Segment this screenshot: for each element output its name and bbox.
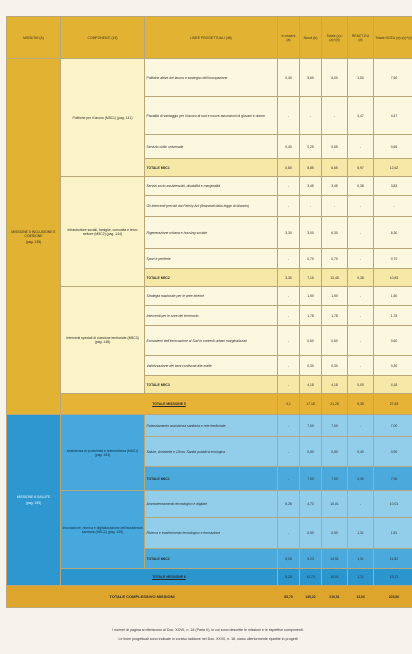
line-cell: Strategia nazionale per le aree interne <box>145 287 278 306</box>
subtotal-label: TOTALE M5C2 <box>145 269 278 287</box>
value-cell: 5,60 <box>300 59 322 97</box>
value-cell: - <box>278 356 300 376</box>
missione-5-cell <box>7 59 61 415</box>
missione-5-label: MISSIONE 5 INCLUSIONE E COESIONE <box>11 229 56 238</box>
subtotal-value: 10,51 <box>322 549 348 569</box>
value-cell: 6,30 <box>322 217 348 249</box>
mission-total-value: 5,28 <box>278 569 300 586</box>
value-cell: 1,50 <box>300 287 322 306</box>
line-cell: Ammodernamento tecnologico e digitale <box>145 491 278 518</box>
table-row <box>7 177 412 196</box>
value-cell: - <box>278 326 300 356</box>
subtotal-value: 4,18 <box>374 376 412 394</box>
subtotal-value: 4,18 <box>300 376 322 394</box>
value-cell: - <box>348 196 374 217</box>
value-cell: 1,78 <box>374 306 412 326</box>
m5c2-cell: Infrastrutture sociali, famiglie, comunità e terzo settore (M5C2) (pag. 144) <box>61 177 145 287</box>
table-row <box>7 415 412 437</box>
value-cell: 0,60 <box>300 326 322 356</box>
line-cell: Servizi socio assistenziali, disabilità e marginalità <box>145 177 278 196</box>
table-row <box>7 491 412 518</box>
value-cell: 4,73 <box>300 491 322 518</box>
missione-6-page: (pag. 150) <box>25 501 42 505</box>
line-cell: Politiche attive del lavoro e sostegno dell'occupazione <box>145 59 278 97</box>
mission-total-value: 6,35 <box>348 394 374 415</box>
value-cell: 0,30 <box>322 356 348 376</box>
value-cell: 7,00 <box>322 415 348 437</box>
value-cell: 3,00 <box>300 217 322 249</box>
value-cell: 0,65 <box>322 135 348 159</box>
value-cell: - <box>278 249 300 269</box>
value-cell: - <box>348 135 374 159</box>
table-row <box>7 287 412 306</box>
value-cell: 0,50 <box>300 518 322 549</box>
mission-total-value: 17,18 <box>300 394 322 415</box>
value-cell: 5,28 <box>278 491 300 518</box>
value-cell: 0,60 <box>374 326 412 356</box>
mission-total-label: TOTALE MISSIONE 6 <box>61 569 278 586</box>
header-in-essere: In essere (a) <box>278 17 300 59</box>
value-cell: - <box>278 437 300 467</box>
value-cell: 3,83 <box>374 177 412 196</box>
value-cell: 0,50 <box>300 437 322 467</box>
value-cell: - <box>348 287 374 306</box>
subtotal-label: TOTALE M6C2 <box>145 549 278 569</box>
line-cell: Ecosistemi dell'innovazione al Sud in contesti urbani marginalizzati <box>145 326 278 356</box>
table-header-row <box>7 17 412 59</box>
value-cell: - <box>278 518 300 549</box>
value-cell: 3,45 <box>322 177 348 196</box>
value-cell: - <box>278 287 300 306</box>
subtotal-value: 7,15 <box>300 269 322 287</box>
value-cell: - <box>322 196 348 217</box>
value-cell: 0,65 <box>374 135 412 159</box>
mission-total-row <box>7 394 412 415</box>
value-cell: - <box>348 326 374 356</box>
value-cell: 6,30 <box>374 217 412 249</box>
mission-total-value: 21,28 <box>322 394 348 415</box>
header-nuovi: Nuovi (b) <box>300 17 322 59</box>
value-cell: 0,30 <box>374 356 412 376</box>
value-cell: 10,01 <box>374 491 412 518</box>
subtotal-value: 4,18 <box>322 376 348 394</box>
value-cell: 1,50 <box>348 59 374 97</box>
budget-table <box>6 16 412 608</box>
subtotal-value: 7,50 <box>300 467 322 491</box>
value-cell: 1,50 <box>322 287 348 306</box>
header-totale-ngeu: Totale NGEU (e)=(c)+(d) <box>374 17 412 59</box>
value-cell: 0,40 <box>348 437 374 467</box>
value-cell: 1,31 <box>348 518 374 549</box>
subtotal-value: 3,30 <box>278 269 300 287</box>
footnote-2: Le linee progettuali sono indicate in corsivo laddove nel Doc. XXVII, n. 18, siano ulteriormente ripartite in progetti <box>118 637 298 641</box>
value-cell: - <box>348 491 374 518</box>
line-cell: Interventi per le aree del terremoto <box>145 306 278 326</box>
subtotal-value: - <box>278 467 300 491</box>
value-cell: 1,78 <box>322 306 348 326</box>
subtotal-value: 5,28 <box>278 549 300 569</box>
value-cell: - <box>278 97 300 135</box>
value-cell: 0,40 <box>278 59 300 97</box>
value-cell: - <box>300 97 322 135</box>
value-cell: 6,00 <box>322 59 348 97</box>
value-cell: - <box>374 196 412 217</box>
subtotal-value: 5,97 <box>348 159 374 177</box>
mission-total-value: 18,01 <box>322 569 348 586</box>
value-cell: 0,25 <box>300 135 322 159</box>
grand-total-value: 13,00 <box>348 586 374 608</box>
value-cell: 1,50 <box>374 287 412 306</box>
subtotal-value: 10,83 <box>374 269 412 287</box>
value-cell: 4,47 <box>374 97 412 135</box>
subtotal-label: TOTALE M6C1 <box>145 467 278 491</box>
header-react: REACT-EU (d) <box>348 17 374 59</box>
header-totale: Totale (c)=(a)+(b) <box>322 17 348 59</box>
grand-total-value: 65,70 <box>278 586 300 608</box>
missione-6-cell <box>7 415 61 586</box>
value-cell: 7,50 <box>374 59 412 97</box>
subtotal-value: 10,45 <box>322 269 348 287</box>
subtotal-value: 5,85 <box>300 159 322 177</box>
subtotal-value: 5,23 <box>300 549 322 569</box>
grand-total-label: TOTALE COMPLESSIVO MISSIONI <box>7 586 278 608</box>
header-componenti: COMPONENTI (15) <box>61 17 145 59</box>
grand-total-value: 145,22 <box>300 586 322 608</box>
value-cell: 1,78 <box>300 306 322 326</box>
grand-total-value: 223,90 <box>374 586 412 608</box>
subtotal-value: 11,82 <box>374 549 412 569</box>
subtotal-value: 7,50 <box>322 467 348 491</box>
subtotal-label: TOTALE M5C1 <box>145 159 278 177</box>
value-cell: - <box>300 196 322 217</box>
value-cell: 0,50 <box>322 518 348 549</box>
header-linee: LINEE PROGETTUALI (48) <box>145 17 278 59</box>
line-cell: Servizio civile universale <box>145 135 278 159</box>
value-cell: - <box>348 217 374 249</box>
footnote-1: I numeri di pagina si riferiscono al Doc. XXVII, n. 18 (Parte II), in cui sono descritte le missioni e le rispettive componenti. <box>112 628 304 632</box>
subtotal-value: 0,80 <box>278 159 300 177</box>
subtotal-label: TOTALE M5C3 <box>145 376 278 394</box>
subtotal-value: 0,40 <box>348 467 374 491</box>
m5c3-cell: Interventi speciali di coesione territoriale (M5C3) (pag. 148) <box>61 287 145 394</box>
value-cell: - <box>348 306 374 326</box>
missione-6-label: MISSIONE 6 SALUTE <box>16 495 51 499</box>
value-cell: 0,70 <box>374 249 412 269</box>
value-cell: 0,50 <box>322 437 348 467</box>
m6c2-cell: Innovazione, ricerca e digitalizzazione dell'assistenza sanitaria (M6C2) (pag. 159) <box>61 491 145 569</box>
value-cell: 3,45 <box>300 177 322 196</box>
value-cell: 4,47 <box>348 97 374 135</box>
value-cell: - <box>348 415 374 437</box>
value-cell: - <box>322 97 348 135</box>
value-cell: 0,90 <box>374 437 412 467</box>
value-cell: 0,60 <box>322 326 348 356</box>
value-cell: 1,81 <box>374 518 412 549</box>
subtotal-value: 0,00 <box>348 376 374 394</box>
value-cell: - <box>278 196 300 217</box>
line-cell: Fiscalità di vantaggio per il lavoro al sud e nuove assunzioni di giovani e donne <box>145 97 278 135</box>
mission-total-label: TOTALE MISSIONE 5 <box>61 394 278 415</box>
value-cell: 0,70 <box>322 249 348 269</box>
line-cell: Gli interventi previsti dal Family Act (finanziati dalla legge di bilancio) <box>145 196 278 217</box>
mission-total-value: 19,72 <box>374 569 412 586</box>
table-row <box>7 59 412 97</box>
value-cell: 0,38 <box>348 177 374 196</box>
value-cell: 0,70 <box>300 249 322 269</box>
value-cell: 0,30 <box>300 356 322 376</box>
mission-total-value: 27,63 <box>374 394 412 415</box>
line-cell: Potenziamento assistenza sanitaria e rete territoriale <box>145 415 278 437</box>
line-cell: Valorizzazione dei beni confiscati alle mafie <box>145 356 278 376</box>
value-cell: 7,00 <box>300 415 322 437</box>
header-missioni: MISSIONI (A) <box>7 17 61 59</box>
m6c1-cell: Assistenza di prossimità e telemedicina (M6C1) (pag. 153) <box>61 415 145 491</box>
value-cell: 0,40 <box>278 135 300 159</box>
subtotal-value: - <box>278 376 300 394</box>
subtotal-value: 6,65 <box>322 159 348 177</box>
grand-total-row <box>7 586 412 608</box>
subtotal-value: 12,62 <box>374 159 412 177</box>
m5c1-cell: Politiche per il lavoro (M5C1) (pag. 141) <box>61 59 145 177</box>
value-cell: - <box>348 249 374 269</box>
value-cell: 10,01 <box>322 491 348 518</box>
subtotal-value: 7,90 <box>374 467 412 491</box>
value-cell: - <box>278 415 300 437</box>
value-cell: - <box>278 177 300 196</box>
grand-total-value: 210,91 <box>322 586 348 608</box>
subtotal-value: 1,31 <box>348 549 374 569</box>
mission-total-value: 1,71 <box>348 569 374 586</box>
value-cell: - <box>278 306 300 326</box>
value-cell: - <box>348 356 374 376</box>
value-cell: 3,30 <box>278 217 300 249</box>
line-cell: Salute, Ambiente e Clima. Sanità pubblica ecologica <box>145 437 278 467</box>
mission-total-row <box>7 569 412 586</box>
subtotal-value: 0,38 <box>348 269 374 287</box>
missione-5-page: (pag. 135) <box>25 239 42 244</box>
line-cell: Ricerca e trasferimento tecnologico e formazione <box>145 518 278 549</box>
mission-total-value: 12,73 <box>300 569 322 586</box>
mission-total-value: 4,1 <box>278 394 300 415</box>
line-cell: Rigenerazione urbana e housing sociale <box>145 217 278 249</box>
line-cell: Sport e periferie <box>145 249 278 269</box>
value-cell: 7,00 <box>374 415 412 437</box>
